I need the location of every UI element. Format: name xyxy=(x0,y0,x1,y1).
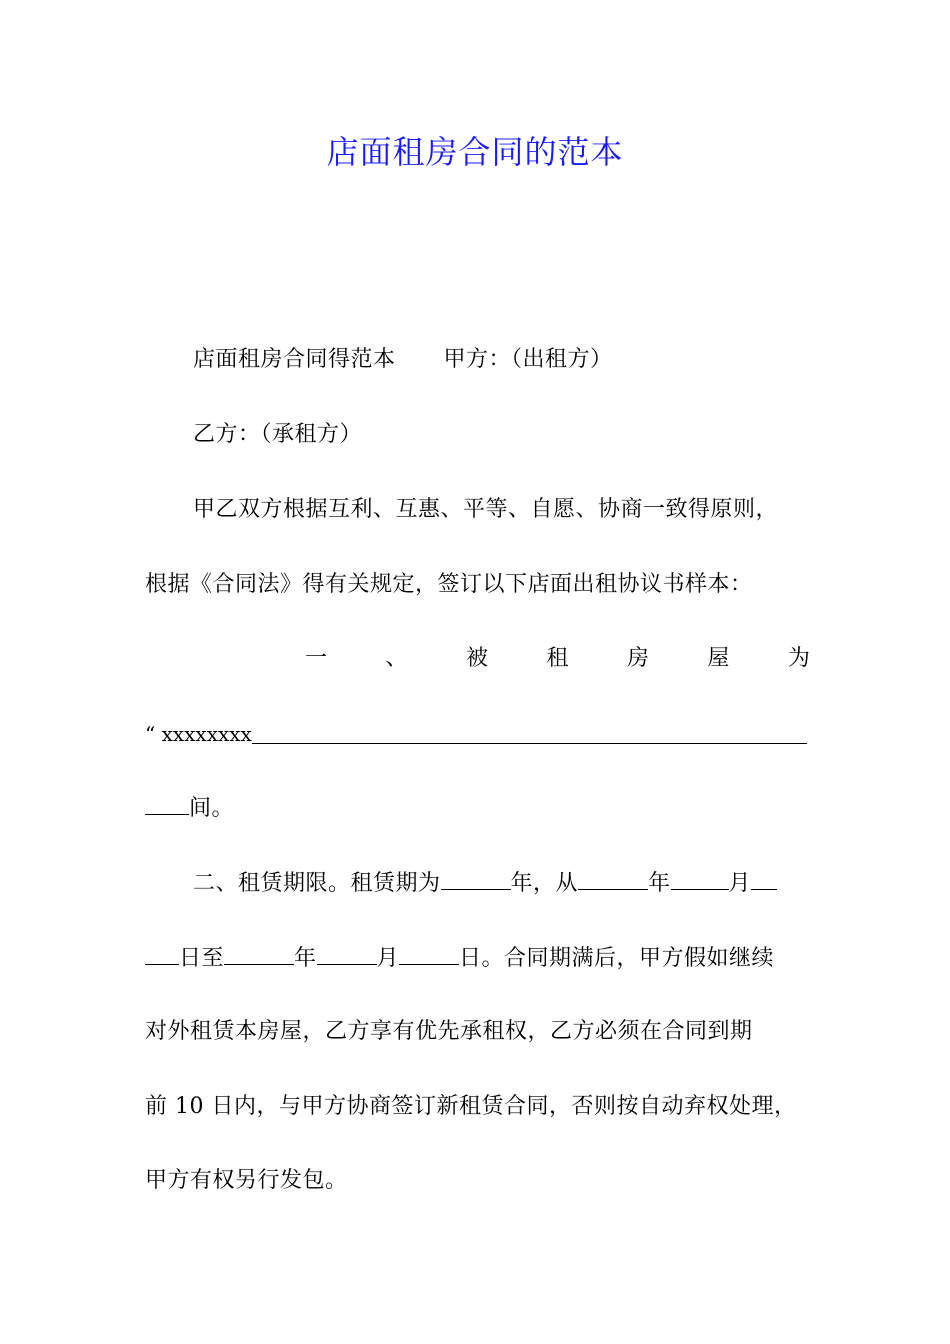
clause-2-line-5: 甲方有权另行发包。 xyxy=(145,1168,348,1193)
intro-paragraph-line-2: 根据《合同法》得有关规定，签订以下店面出租协议书样本： xyxy=(145,572,753,597)
clause-1-tail xyxy=(145,792,810,825)
clause-2-text: 月 xyxy=(376,946,400,971)
start-day-blank-part xyxy=(751,867,777,890)
clause-2-line-1 xyxy=(193,867,810,900)
clause-1-tail-text: 间。 xyxy=(189,796,235,821)
start-day-blank xyxy=(145,942,179,965)
address-placeholder: “ xxxxxxxx xyxy=(145,722,252,746)
address-blank xyxy=(252,723,807,744)
parties-line-lessor xyxy=(193,344,810,376)
party-b-label: 乙方：（承租方） xyxy=(193,422,363,447)
clause-2-text: 二、租赁期限。租赁期为 xyxy=(193,871,441,896)
rooms-blank xyxy=(145,792,189,815)
end-month-blank xyxy=(317,942,377,965)
term-years-blank xyxy=(441,867,511,890)
clause-2-text: 月 xyxy=(728,871,752,896)
party-a-label: 甲方：（出租方） xyxy=(443,347,613,372)
clause-1-char: 一 xyxy=(305,646,328,671)
clause-1-char: 房 xyxy=(626,646,649,671)
clause-1-char: 被 xyxy=(465,646,488,671)
clause-2-text: 日。合同期满后，甲方假如继续 xyxy=(459,946,775,971)
clause-2-line-2 xyxy=(145,942,810,975)
clause-2-text: 日至 xyxy=(179,946,225,971)
clause-1-char: 租 xyxy=(546,646,569,671)
clause-2-text: 年，从 xyxy=(510,871,579,896)
intro-paragraph-line-1: 甲乙双方根据互利、互惠、平等、自愿、协商一致得原则， xyxy=(193,497,779,522)
clause-1-char: 屋 xyxy=(707,646,730,671)
start-month-blank xyxy=(671,867,729,890)
end-year-blank xyxy=(224,942,294,965)
clause-1-char: 、 xyxy=(385,646,408,671)
start-year-blank xyxy=(578,867,648,890)
clause-1-address-line xyxy=(145,718,807,750)
clause-1-heading xyxy=(305,643,810,675)
clause-1-char: 为 xyxy=(787,646,810,671)
contract-name: 店面租房合同得范本 xyxy=(193,347,396,372)
document-title: 店面租房合同的范本 xyxy=(326,133,624,171)
end-day-blank xyxy=(399,942,459,965)
clause-2-line-3: 对外租赁本房屋，乙方享有优先承租权，乙方必须在合同到期 xyxy=(145,1019,753,1044)
clause-2-text: 年 xyxy=(648,871,671,896)
clause-2-text: 年 xyxy=(294,946,317,971)
clause-2-line-4: 前 10 日内，与甲方协商签订新租赁合同，否则按自动弃权处理， xyxy=(145,1094,797,1119)
